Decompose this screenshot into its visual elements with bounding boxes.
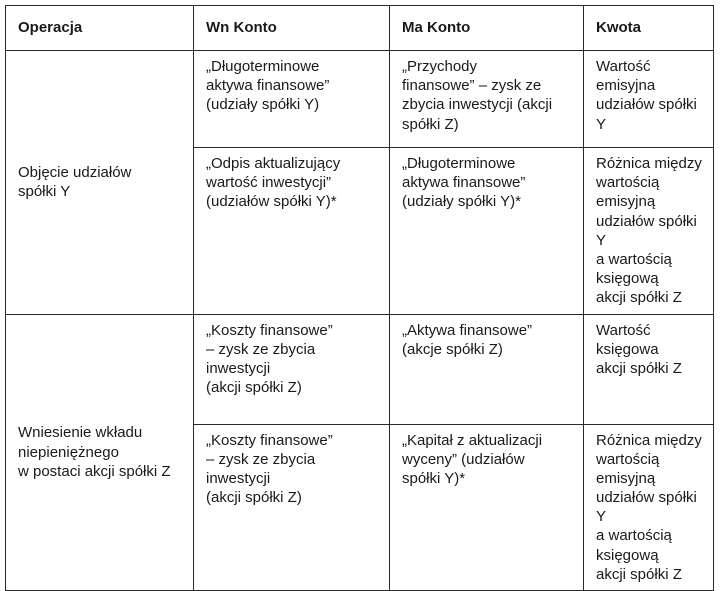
header-wn-konto: Wn Konto xyxy=(194,6,390,51)
ma-cell: „Aktywa finansowe” (akcje spółki Z) xyxy=(390,314,584,424)
ma-cell: „Kapitał z aktualizacji wyceny” (udziałów spółki Y)* xyxy=(390,424,584,591)
kwota-cell: Wartość emisyjna udziałów spółki Y xyxy=(584,51,714,148)
header-ma-konto: Ma Konto xyxy=(390,6,584,51)
kwota-cell: Różnica między wartością emisyjną udziałów spółki Y a wartością księgową akcji spółki Z xyxy=(584,148,714,315)
operation-cell: Objęcie udziałów spółki Y xyxy=(6,51,194,315)
wn-cell: „Odpis aktualizujący wartość inwestycji” (udziałów spółki Y)* xyxy=(194,148,390,315)
wn-cell: „Koszty finansowe” – zysk ze zbycia inwestycji (akcji spółki Z) xyxy=(194,424,390,591)
operation-cell: Wniesienie wkładu niepieniężnego w postaci akcji spółki Z xyxy=(6,314,194,591)
header-operacja: Operacja xyxy=(6,6,194,51)
table-row xyxy=(6,314,714,424)
table-row xyxy=(6,51,714,148)
ma-cell: „Długoterminowe aktywa finansowe” (udziały spółki Y)* xyxy=(390,148,584,315)
ma-cell: „Przychody finansowe” – zysk ze zbycia inwestycji (akcji spółki Z) xyxy=(390,51,584,148)
accounting-entries-table xyxy=(5,5,714,591)
header-row xyxy=(6,6,714,51)
kwota-cell: Różnica między wartością emisyjną udziałów spółki Y a wartością księgową akcji spółki Z xyxy=(584,424,714,591)
wn-cell: „Koszty finansowe” – zysk ze zbycia inwestycji (akcji spółki Z) xyxy=(194,314,390,424)
header-kwota: Kwota xyxy=(584,6,714,51)
wn-cell: „Długoterminowe aktywa finansowe” (udziały spółki Y) xyxy=(194,51,390,148)
kwota-cell: Wartość księgowa akcji spółki Z xyxy=(584,314,714,424)
